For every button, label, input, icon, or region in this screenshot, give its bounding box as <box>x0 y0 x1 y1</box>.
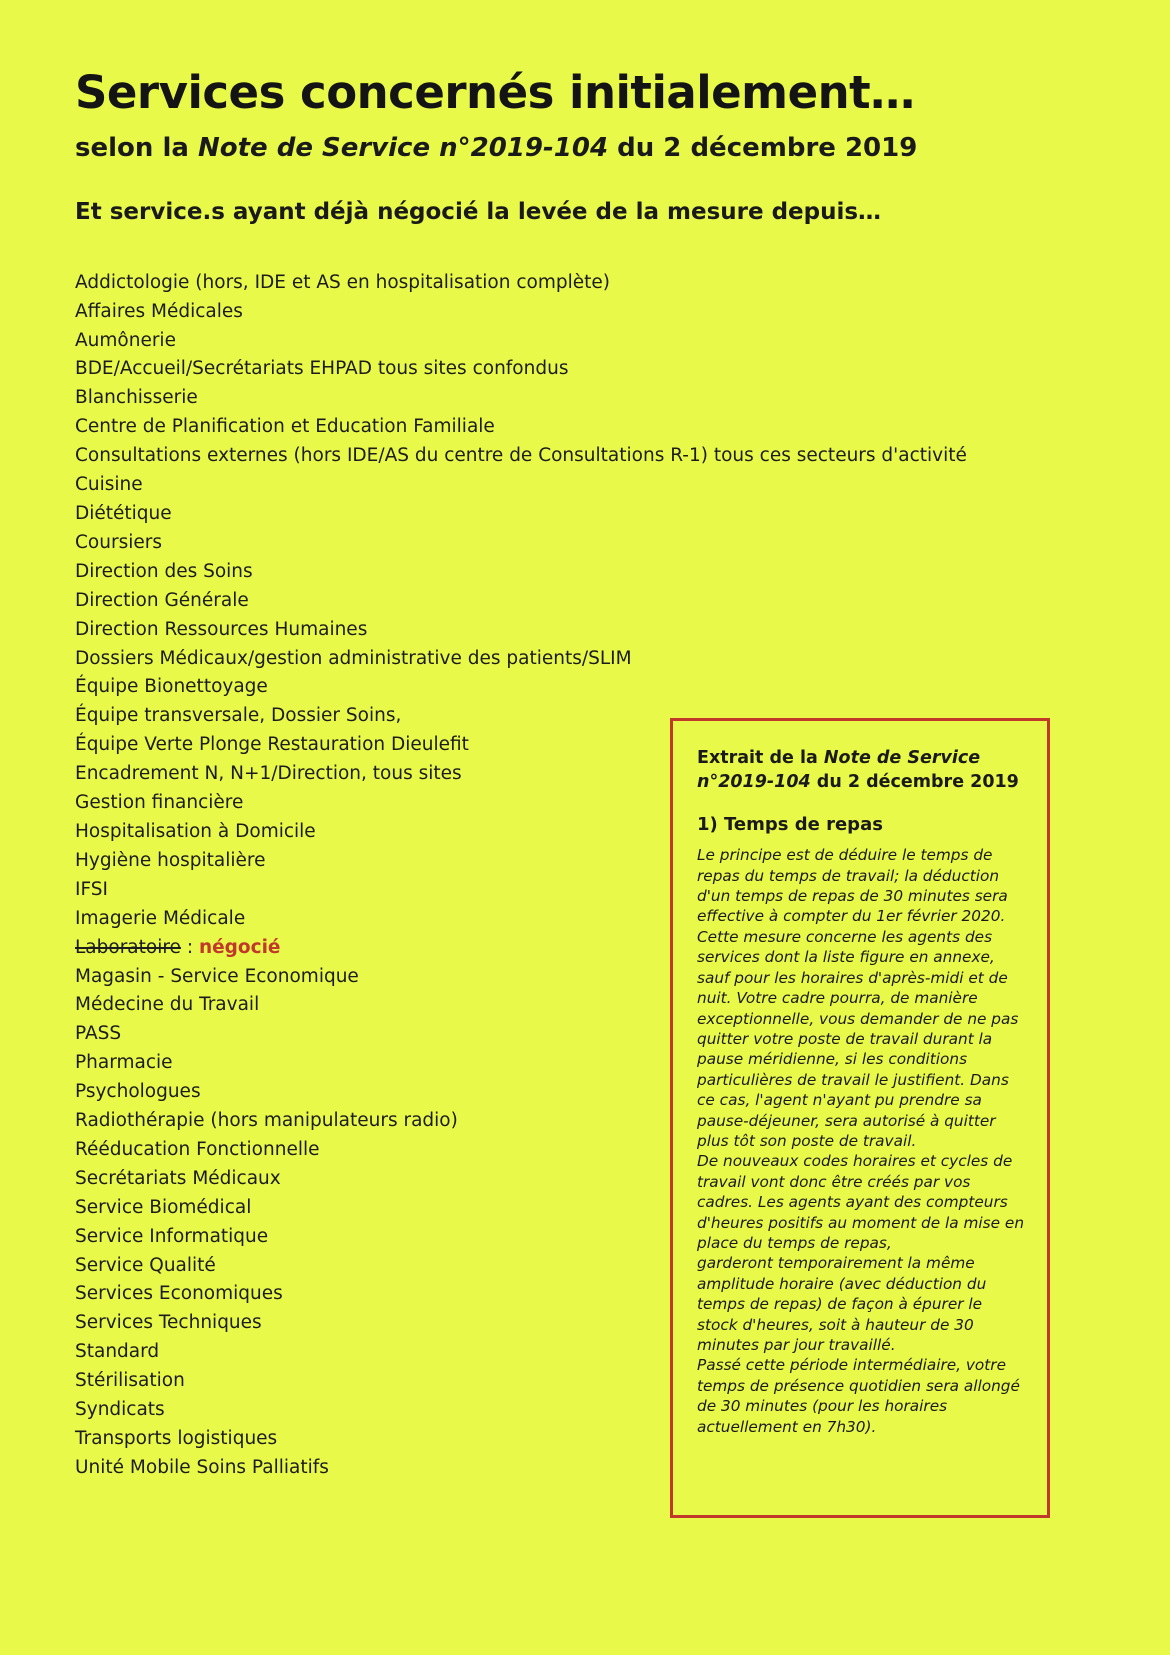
list-item <box>75 1136 675 1165</box>
list-item <box>75 731 675 760</box>
service-label: Cuisine <box>75 474 143 496</box>
service-label: Psychologues <box>75 1081 201 1103</box>
list-item <box>75 847 675 876</box>
service-label: Encadrement N, N+1/Direction, tous sites <box>75 763 462 785</box>
list-item <box>75 963 675 992</box>
callout-paragraph: De nouveaux codes horaires et cycles de travail vont donc être créés par vos cadres. Les agents ayant des compteurs d'heures positifs au moment de la mise en place du temps de repas, <box>697 1152 1025 1252</box>
list-item <box>75 327 675 356</box>
list-item <box>75 789 675 818</box>
service-separator: : <box>180 936 199 958</box>
callout-paragraph: Le principe est de déduire le temps de repas du temps de travail; la déduction d'un temps de repas de 30 minutes sera effective à compter du 1er février 2020. Cette mesure concerne les agents des services dont la liste figure en annexe, sauf pour les horaires d'après-midi et de nuit. Votre cadre pourra, de manière exceptionnelle, vous demander de ne pas quitter votre poste de travail durant la pause méridienne, si les conditions particulières de travail le justifient. Dans ce cas, l'agent n'ayant pu prendre sa pause-déjeuner, sera autorisé à quitter plus tôt son poste de travail. <box>697 846 1019 1150</box>
status-badge: négocié <box>198 936 281 958</box>
service-label: Service Informatique <box>75 1225 269 1247</box>
subtitle-prefix: selon la <box>75 132 198 163</box>
list-item <box>75 587 675 616</box>
list-item <box>75 529 675 558</box>
list-item <box>75 471 675 500</box>
list-item <box>75 673 675 702</box>
service-label: Direction des Soins <box>75 560 253 582</box>
service-label: Hospitalisation à Domicile <box>75 820 316 842</box>
service-label: Syndicats <box>75 1399 165 1421</box>
service-label: Service Qualité <box>75 1254 216 1276</box>
list-item <box>75 1107 675 1136</box>
service-label: Aumônerie <box>75 329 176 351</box>
list-item <box>75 1223 675 1252</box>
service-label: Magasin - Service Economique <box>75 965 359 987</box>
callout-paragraph: Passé cette période intermédiaire, votre temps de présence quotidien sera allongé de 30 minutes (pour les horaires actuellement en 7h30). <box>697 1356 1020 1436</box>
list-item <box>75 1425 675 1454</box>
service-label: Service Biomédical <box>75 1196 252 1218</box>
list-item <box>75 500 675 529</box>
service-label: Transports logistiques <box>75 1428 278 1449</box>
list-item <box>75 558 675 587</box>
service-label: Stérilisation <box>75 1370 185 1392</box>
page-subtitle <box>75 132 1095 165</box>
list-item <box>75 1165 675 1194</box>
service-label: IFSI <box>75 878 108 900</box>
service-label: Direction Générale <box>75 589 249 611</box>
list-item <box>75 355 675 384</box>
list-item <box>75 645 675 674</box>
service-label: Hygiène hospitalière <box>75 849 266 871</box>
service-label: Diététique <box>75 503 172 524</box>
list-item <box>75 269 675 298</box>
list-item <box>75 1280 675 1309</box>
list-item <box>75 413 675 442</box>
callout-heading-suffix: du 2 décembre 2019 <box>810 771 1019 792</box>
list-item <box>75 298 675 327</box>
list-item <box>75 1252 675 1281</box>
service-label: Services Techniques <box>75 1312 262 1334</box>
page-subtitle-secondary: Et service.s ayant déjà négocié la levée de la mesure depuis… <box>75 199 882 225</box>
note-excerpt-callout <box>670 718 1050 1518</box>
list-item <box>75 1309 675 1338</box>
service-label: Gestion financière <box>75 792 244 814</box>
subtitle-note-reference: Note de Service n°2019-104 <box>197 132 609 163</box>
service-label: Équipe transversale, Dossier Soins, <box>75 705 402 727</box>
service-label: Direction Ressources Humaines <box>75 618 368 640</box>
service-label: Imagerie Médicale <box>75 907 246 929</box>
service-label: Addictologie (hors, IDE et AS en hospitalisation complète) <box>75 271 610 293</box>
list-item <box>75 1049 675 1078</box>
service-label: Blanchisserie <box>75 387 198 409</box>
list-item <box>75 905 675 934</box>
list-item <box>75 1367 675 1396</box>
list-item <box>75 1396 675 1425</box>
service-label: PASS <box>75 1023 122 1045</box>
service-label: BDE/Accueil/Secrétariats EHPAD tous sites confondus <box>75 358 569 380</box>
callout-section-title: 1) Temps de repas <box>697 814 883 836</box>
service-label: Médecine du Travail <box>75 994 260 1016</box>
list-item <box>75 442 967 471</box>
service-label: Affaires Médicales <box>75 300 243 322</box>
list-item <box>75 1454 675 1483</box>
service-label: Équipe Bionettoyage <box>75 676 268 698</box>
callout-heading-prefix: Extrait de la <box>697 748 824 768</box>
callout-note-reference: Note de Service n°2019-104 <box>697 748 981 792</box>
list-item <box>75 1078 675 1107</box>
service-label: Dossiers Médicaux/gestion administrative des patients/SLIM <box>75 647 632 669</box>
service-label-struck: Laboratoire <box>75 936 181 958</box>
list-item <box>75 818 675 847</box>
subtitle-suffix: du 2 décembre 2019 <box>608 132 918 163</box>
service-label: Radiothérapie (hors manipulateurs radio) <box>75 1110 458 1132</box>
service-label: Centre de Planification et Education Familiale <box>75 416 495 438</box>
service-label: Services Economiques <box>75 1283 283 1305</box>
page-title: Services concernés initialement… <box>75 66 915 119</box>
list-item <box>75 384 675 413</box>
list-item <box>75 876 675 905</box>
callout-heading <box>697 747 1025 794</box>
service-label: Rééducation Fonctionnelle <box>75 1138 320 1160</box>
list-item <box>75 616 675 645</box>
service-label: Équipe Verte Plonge Restauration Dieulefit <box>75 734 469 756</box>
service-label: Secrétariats Médicaux <box>75 1167 281 1189</box>
list-item <box>75 991 675 1020</box>
list-item <box>75 1338 675 1367</box>
list-item <box>75 1020 675 1049</box>
service-label: Consultations externes (hors IDE/AS du centre de Consultations R-1) tous ces secteurs d'activité <box>75 445 967 467</box>
service-label: Unité Mobile Soins Palliatifs <box>75 1456 329 1478</box>
callout-paragraph: garderont temporairement la même amplitude horaire (avec déduction du temps de repas) de façon à épurer le stock d'heures, soit à hauteur de 30 minutes par jour travaillé. <box>697 1254 987 1354</box>
list-item <box>75 702 675 731</box>
list-item-negotiated <box>75 934 675 963</box>
list-item <box>75 1194 675 1223</box>
service-label: Coursiers <box>75 531 162 553</box>
service-label: Pharmacie <box>75 1052 173 1074</box>
service-label: Standard <box>75 1341 160 1363</box>
list-item <box>75 760 675 789</box>
